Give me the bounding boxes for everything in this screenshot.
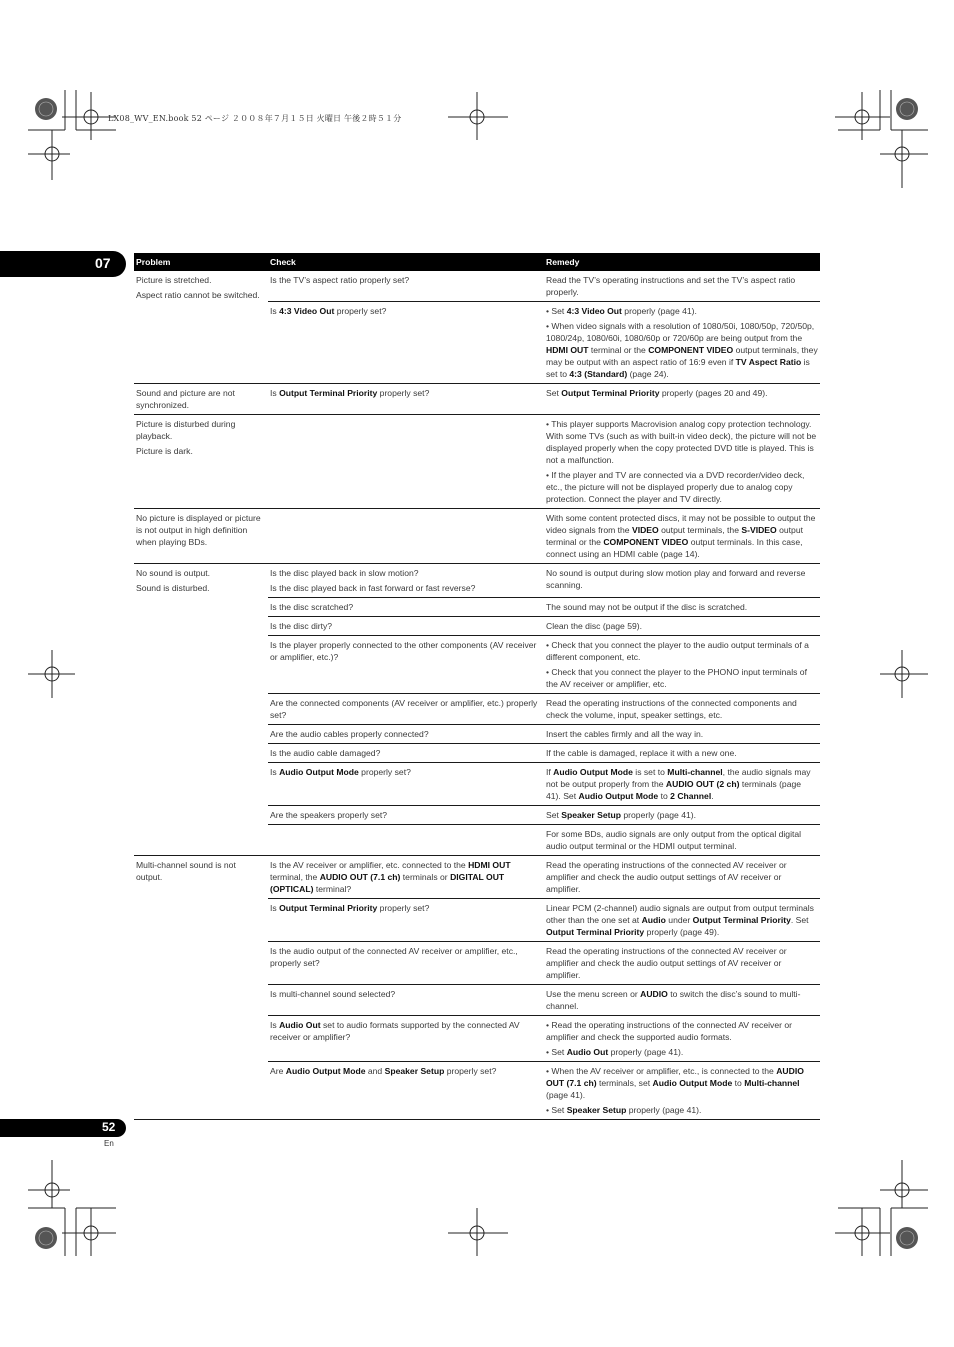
remedy-cell: With some content protected discs, it may not be possible to output the video signals from the VIDEO output terminals, the S-VIDEO output terminal or the COMPONENT VIDEO output terminals. In this case, connect using an HDMI cable (page 14). xyxy=(544,509,820,564)
check-cell: Is Output Terminal Priority properly set? xyxy=(268,384,544,415)
remedy-cell: Read the operating instructions of the connected AV receiver or amplifier and check the audio output settings of AV receiver or amplifier. xyxy=(544,856,820,899)
check-cell: Is the disc dirty? xyxy=(268,617,544,636)
table-row xyxy=(134,856,820,899)
check-cell: Is the disc played back in slow motion? Is the disc played back in fast forward or fast reverse? xyxy=(268,564,544,598)
remedy-cell: Use the menu screen or AUDIO to switch the disc’s sound to multi-channel. xyxy=(544,985,820,1016)
remedy-cell: For some BDs, audio signals are only output from the optical digital audio output terminal or the HDMI output terminal. xyxy=(544,825,820,856)
problem-text: Sound is disturbed. xyxy=(136,583,210,593)
problem-text: Picture is dark. xyxy=(136,446,193,456)
problem-cell xyxy=(134,564,268,856)
check-cell: Is Audio Output Mode properly set? xyxy=(268,763,544,806)
problem-text: Picture is disturbed during playback. xyxy=(136,419,236,441)
header-problem: Problem xyxy=(134,253,268,271)
chapter-tab xyxy=(0,251,126,277)
remedy-cell: • Set 4:3 Video Out properly (page 41). • When video signals with a resolution of 1080/50i, 1080/50p, 720/50p, 1080/24p, 1080/60i, 1080/60p or 720/60p are being output from the HDMI OUT terminal or the COMPONENT VIDEO output terminals, they may be output with an aspect ratio of 16:9 even if TV Aspect Ratio is set to 4:3 (Standard) (page 24). xyxy=(544,302,820,384)
remedy-cell: • Check that you connect the player to the audio output terminals of a different component, etc. • Check that you connect the player to the PHONO input terminals of the AV receiver or amplifier, etc. xyxy=(544,636,820,694)
check-cell: Is Audio Out set to audio formats supported by the connected AV receiver or amplifier? xyxy=(268,1016,544,1062)
remedy-cell: Read the operating instructions of the connected components and check the volume, input, speaker settings, etc. xyxy=(544,694,820,725)
check-cell: Is the TV’s aspect ratio properly set? xyxy=(268,271,544,302)
check-cell xyxy=(268,825,544,856)
header-remedy: Remedy xyxy=(544,253,820,271)
remedy-cell: Insert the cables firmly and all the way in. xyxy=(544,725,820,744)
problem-cell xyxy=(134,271,268,384)
remedy-cell: • When the AV receiver or amplifier, etc., is connected to the AUDIO OUT (7.1 ch) terminals, set Audio Output Mode to Multi-channel (page 41). • Set Speaker Setup properly (page 41). xyxy=(544,1062,820,1120)
check-cell: Are Audio Output Mode and Speaker Setup properly set? xyxy=(268,1062,544,1120)
page-number: 52 xyxy=(102,1120,116,1134)
problem-cell xyxy=(134,509,268,564)
print-file-header: LX08_WV_EN.book 52 ページ ２００８年７月１５日 火曜日 午後２時５１分 xyxy=(108,114,402,123)
check-cell: Is the AV receiver or amplifier, etc. connected to the HDMI OUT terminal, the AUDIO OUT (7.1 ch) terminals or DIGITAL OUT (OPTICAL) terminal? xyxy=(268,856,544,899)
remedy-cell: If Audio Output Mode is set to Multi-channel, the audio signals may not be output properly from the AUDIO OUT (2 ch) terminals (page 41). Set Audio Output Mode to 2 Channel. xyxy=(544,763,820,806)
problem-cell xyxy=(134,384,268,415)
check-cell: Are the audio cables properly connected? xyxy=(268,725,544,744)
problem-text: Picture is stretched. xyxy=(136,275,212,285)
remedy-cell: • Read the operating instructions of the connected AV receiver or amplifier and check the supported audio formats. • Set Audio Out properly (page 41). xyxy=(544,1016,820,1062)
check-cell xyxy=(268,509,544,564)
problem-text: Multi-channel sound is not output. xyxy=(136,860,236,882)
remedy-cell: Set Speaker Setup properly (page 41). xyxy=(544,806,820,825)
check-cell: Is the disc scratched? xyxy=(268,598,544,617)
problem-cell xyxy=(134,856,268,1120)
language-label: En xyxy=(104,1139,114,1148)
table-row xyxy=(134,509,820,564)
remedy-cell: Clean the disc (page 59). xyxy=(544,617,820,636)
remedy-cell: The sound may not be output if the disc is scratched. xyxy=(544,598,820,617)
remedy-cell: • This player supports Macrovision analog copy protection technology. With some TVs (such as with built-in video deck), the picture will not be displayed properly when the copy protected DVD title is played. This is not a malfunction. • If the player and TV are connected via a DVD recorder/video deck, etc., the picture will not be displayed properly due to analog copy protection. Connect the player and TV directly. xyxy=(544,415,820,509)
check-cell xyxy=(268,415,544,509)
check-cell: Is 4:3 Video Out properly set? xyxy=(268,302,544,384)
remedy-cell: Read the operating instructions of the connected AV receiver or amplifier and check the audio output settings of AV receiver or amplifier. xyxy=(544,942,820,985)
table-row xyxy=(134,564,820,598)
check-cell: Is the player properly connected to the other components (AV receiver or amplifier, etc.)? xyxy=(268,636,544,694)
problem-text: Sound and picture are not synchronized. xyxy=(136,388,235,410)
header-check: Check xyxy=(268,253,544,271)
table-row xyxy=(134,271,820,302)
remedy-cell: If the cable is damaged, replace it with a new one. xyxy=(544,744,820,763)
remedy-cell: Set Output Terminal Priority properly (pages 20 and 49). xyxy=(544,384,820,415)
check-cell: Is the audio cable damaged? xyxy=(268,744,544,763)
remedy-cell: No sound is output during slow motion play and forward and reverse scanning. xyxy=(544,564,820,598)
problem-cell xyxy=(134,415,268,509)
table-row xyxy=(134,415,820,509)
table-header-row xyxy=(134,253,820,271)
remedy-cell: Linear PCM (2-channel) audio signals are output from output terminals other than the one set at Audio under Output Terminal Priority. Set Output Terminal Priority properly (page 49). xyxy=(544,899,820,942)
chapter-number: 07 xyxy=(95,255,111,271)
troubleshooting-table xyxy=(134,253,820,1120)
problem-text: No picture is displayed or picture is not output in high definition when playing BDs. xyxy=(136,513,261,547)
check-cell: Are the speakers properly set? xyxy=(268,806,544,825)
page-number-tab xyxy=(0,1119,126,1137)
check-cell: Are the connected components (AV receiver or amplifier, etc.) properly set? xyxy=(268,694,544,725)
check-cell: Is multi-channel sound selected? xyxy=(268,985,544,1016)
problem-text: Aspect ratio cannot be switched. xyxy=(136,290,260,300)
table-row xyxy=(134,384,820,415)
check-cell: Is Output Terminal Priority properly set? xyxy=(268,899,544,942)
problem-text: No sound is output. xyxy=(136,568,211,578)
check-cell: Is the audio output of the connected AV receiver or amplifier, etc., properly set? xyxy=(268,942,544,985)
remedy-cell: Read the TV’s operating instructions and set the TV’s aspect ratio properly. xyxy=(544,271,820,302)
